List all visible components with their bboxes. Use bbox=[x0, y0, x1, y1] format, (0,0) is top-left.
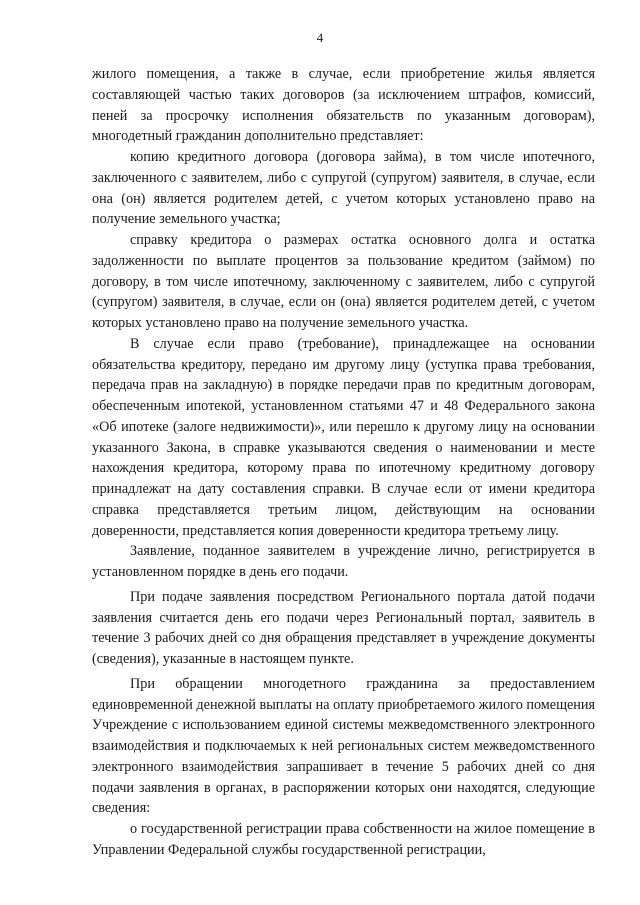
paragraph-in-person-application: Заявление, поданное заявителем в учреждение лично, регистрируется в установленном порядке в день его подачи. bbox=[92, 543, 595, 580]
paragraph-property-registration: о государственной регистрации права собственности на жилое помещение в Управлении Федеральной службы государственной регистрации, bbox=[92, 821, 595, 858]
paragraph-creditor-certificate: справку кредитора о размерах остатка основного долга и остатка задолженности по выплате процентов за пользование кредитом (займом) по договору, в том числе ипотечному, заключенному с заявителем, либо с супругой (супругом) заявителя, в случае, если он (она) является родителем детей, с учетом которых установлено право на получение земельного участка. bbox=[92, 232, 595, 331]
paragraph-portal-application: При подаче заявления посредством Регионального портала датой подачи заявления считается день его подачи через Региональный портал, заявитель в течение 3 рабочих дней со дня обращения представляет в учреждение документы (сведения), указанные в настоящем пункте. bbox=[92, 588, 595, 667]
paragraph-interagency-request: При обращении многодетного гражданина за предоставлением единовременной денежной выплаты на оплату приобретаемого жилого помещения Учреждение с использованием единой системы межведомственного электронного взаимодействия и подключаемых к ней региональных систем межведомственного электронного взаимодействия запрашивает в течение 5 рабочих дней со дня подачи заявления в органах, в распоряжении которых они находятся, следующие сведения: bbox=[92, 675, 595, 817]
paragraph-loan-agreement-copy: копию кредитного договора (договора займа), в том числе ипотечного, заключенного с заявителем, либо с супругой (супругом) заявителя, в случае, если она (он) является родителем детей, с учетом которых установлено право на получение земельного участка; bbox=[92, 149, 595, 228]
paragraph-continuation: жилого помещения, а также в случае, если приобретение жилья является составляющей частью таких договоров (за исключением штрафов, комиссий, пеней за просрочку исполнения обязательств по указанным договорам), многодетный гражданин дополнительно представляет: bbox=[92, 66, 595, 145]
paragraph-rights-transfer: В случае если право (требование), принадлежащее на основании обязательства кредитору, передано им другому лицу (уступка права требования, передача прав на закладную) в порядке передачи прав по кредитным договорам, обеспеченным ипотекой, установленном статьями 47 и 48 Федерального закона «Об ипотеке (залоге недвижимости)», или перешло к другому лицу на основании указанного Закона, в справке указываются сведения о наименовании и месте нахождения кредитора, которому права по ипотечному кредитному договору принадлежат на дату составления справки. В случае если от имени кредитора справка представляется третьим лицом, действующим на основании доверенности, представляется копия доверенности кредитора третьему лицу. bbox=[92, 335, 595, 539]
page-number: 4 bbox=[316, 30, 324, 45]
document-body bbox=[92, 64, 595, 861]
